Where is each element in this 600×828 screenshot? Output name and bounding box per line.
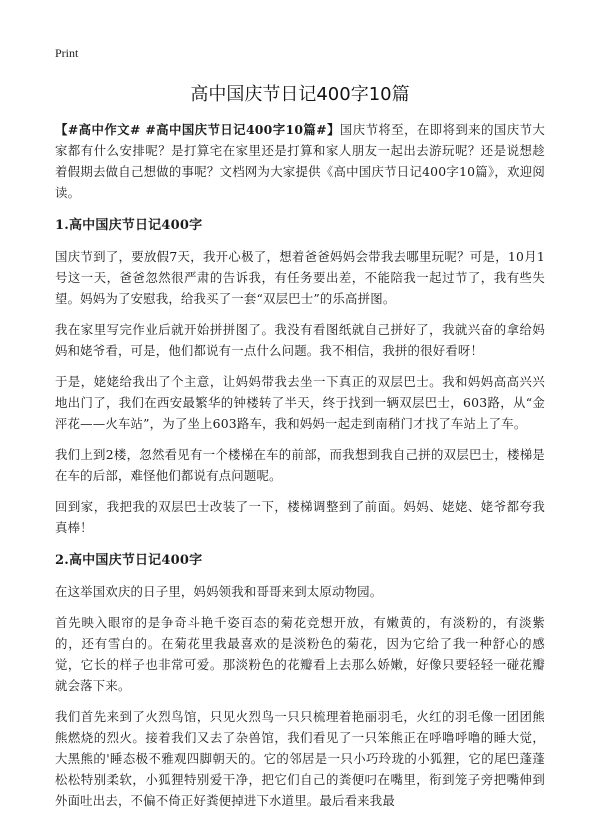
section-heading: 2.高中国庆节日记400字 <box>55 553 203 568</box>
paragraph: 国庆节到了，要放假7天，我开心极了，想着爸爸妈妈会带我去哪里玩呢？可是，10月1号这一天，爸爸忽然很严肃的告诉我，有任务要出差，不能陪我一起过节了，我有些失望。妈妈为了安慰我，给我买了一套“双层巴士”的乐高拼图。 <box>55 249 545 306</box>
document-body <box>55 119 545 821</box>
document-title: 高中国庆节日记400字10篇 <box>190 84 410 105</box>
intro-lead: 【#高中作文# #高中国庆节日记400字10篇#】 <box>55 122 340 137</box>
print-label: Print <box>55 46 79 60</box>
paragraph: 在这举国欢庆的日子里，妈妈领我和哥哥来到太原动物园。 <box>55 584 383 599</box>
paragraph: 我在家里写完作业后就开始拼拼图了。我没有看图纸就自己拼好了，我就兴奋的拿给妈妈和姥爷看，可是，他们都说有一点什么问题。我不相信，我拼的很好看呀！ <box>55 322 545 358</box>
paragraph: 我们上到2楼，忽然看见有一个楼梯在车的前部，而我想到我自己拼的双层巴士，楼梯是在车的后部，难怪他们都说有点问题呢。 <box>55 447 545 483</box>
intro-text: 国庆节将至，在即将到来的国庆节大家都有什么安排呢？是打算宅在家里还是打算和家人朋友一起出去游玩呢？还是说想趁着假期去做自己想做的事呢？文档网为大家提供《高中国庆节日记400字10篇》，欢迎阅读。 <box>55 122 545 200</box>
intro-paragraph <box>55 119 545 203</box>
paragraph: 回到家，我把我的双层巴士改装了一下，楼梯调整到了前面。妈妈、姥姥、姥爷都夸我真棒！ <box>55 499 545 535</box>
paragraph: 我们首先来到了火烈鸟馆，只见火烈鸟一只只梳理着艳丽羽毛，火红的羽毛像一团团熊熊燃烧的烈火。接着我们又去了杂兽馆，我们看见了一只笨熊正在呼噜呼噜的睡大觉，大黑熊的'睡态极不雅观四脚朝天的。它的邻居是一只小巧玲珑的小狐狸，它的尾巴蓬蓬松松特别柔软，小狐狸特别爱干净，把它们自己的粪便叼在嘴里，衔到笼子旁把嘴伸到外面吐出去，不偏不倚正好粪便掉进下水道里。最后看来我最 <box>55 709 545 808</box>
paragraph: 首先映入眼帘的是争奇斗艳千姿百态的菊花竞想开放，有嫩黄的，有淡粉的，有淡紫的，还有雪白的。在菊花里我最喜欢的是淡粉色的菊花，因为它给了我一种舒心的感觉，它长的样子也非常可爱。那淡粉色的花瓣看上去那么娇嫩，好像只要轻轻一碰花瓣就会落下来。 <box>55 615 545 693</box>
section-heading: 1.高中国庆节日记400字 <box>55 218 203 233</box>
paragraph: 于是，姥姥给我出了个主意，让妈妈带我去坐一下真正的双层巴士。我和妈妈高高兴兴地出门了，我们在西安最繁华的钟楼转了半天，终于找到一辆双层巴士，603路，从“金泙花——火车站”，为了坐上603路车，我和妈妈一起走到南稍门才找了车站上了车。 <box>55 374 545 431</box>
